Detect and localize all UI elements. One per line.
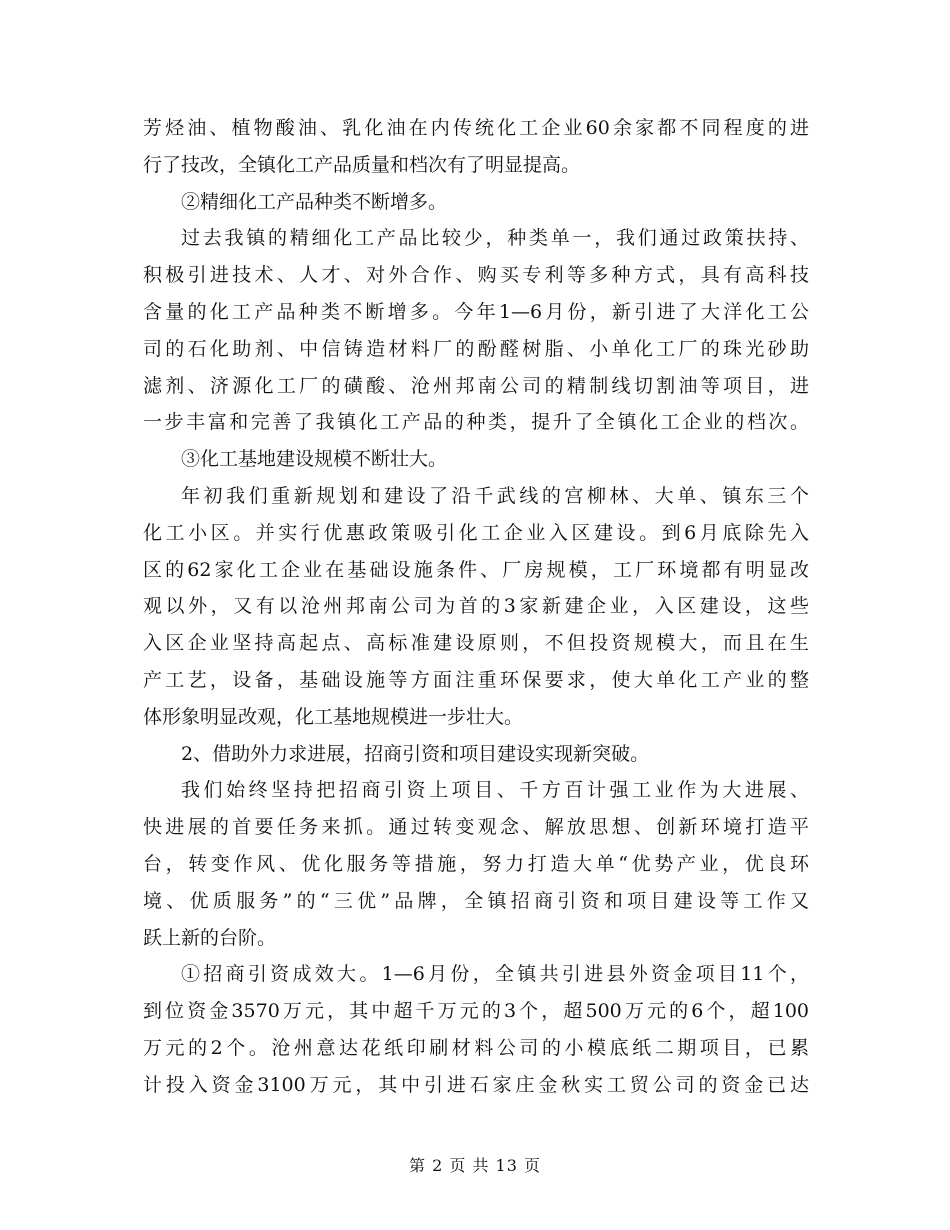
text-line: 区的62家化工企业在基础设施条件、厂房规模，工厂环境都有明显改	[143, 558, 809, 581]
text-line: 到位资金3570万元，其中超千万元的3个，超500万元的6个，超100	[143, 1000, 809, 1023]
sub-heading: ③化工基地建设规模不断壮大。	[181, 448, 448, 471]
text-line: 万元的2个。沧州意达花纸印刷材料公司的小模底纸二期项目，已累	[143, 1036, 809, 1059]
text-line: 跃上新的台阶。	[143, 926, 277, 949]
sub-heading: ②精细化工产品种类不断增多。	[181, 190, 448, 213]
text-line: 化工小区。并实行优惠政策吸引化工企业入区建设。到6月底除先入	[143, 521, 809, 544]
body-text	[143, 110, 809, 1104]
text-line: 快进展的首要任务来抓。通过转变观念、解放思想、创新环境打造平	[143, 816, 809, 839]
text-line: 观以外，又有以沧州邦南公司为首的3家新建企业，入区建设，这些	[143, 595, 809, 618]
text-line: 滤剂、济源化工厂的磺酸、沧州邦南公司的精制线切割油等项目，进	[143, 374, 809, 397]
text-line: 司的石化助剂、中信铸造材料厂的酚醛树脂、小单化工厂的珠光砂助	[143, 337, 809, 360]
section-heading: 2、借助外力求进展，招商引资和项目建设实现新突破。	[181, 742, 650, 765]
text-line: 台，转变作风、优化服务等措施，努力打造大单“优势产业，优良环	[143, 852, 809, 875]
text-line: ①招商引资成效大。1—6月份，全镇共引进县外资金项目11个，	[181, 963, 809, 986]
text-line: 芳烃油、植物酸油、乳化油在内传统化工企业60余家都不同程度的进	[143, 117, 809, 139]
text-line: 过去我镇的精细化工产品比较少，种类单一，我们通过政策扶持、	[181, 227, 809, 250]
text-line: 计投入资金3100万元，其中引进石家庄金秋实工贸公司的资金已达	[143, 1073, 809, 1096]
text-line: 体形象明显改观，化工基地规模进一步壮大。	[143, 705, 524, 728]
text-line: 行了技改，全镇化工产品质量和档次有了明显提高。	[143, 153, 581, 176]
text-line: 年初我们重新规划和建设了沿千武线的宫柳林、大单、镇东三个	[181, 484, 809, 507]
text-line: 入区企业坚持高起点、高标准建设原则，不但投资规模大，而且在生	[143, 632, 809, 655]
text-line: 产工艺，设备，基础设施等方面注重环保要求，使大单化工产业的整	[143, 668, 809, 691]
text-line: 境、优质服务”的“三优”品牌，全镇招商引资和项目建设等工作又	[143, 889, 809, 912]
page-number-footer: 第 2 页 共 13 页	[409, 1156, 541, 1175]
text-line: 我们始终坚持把招商引资上项目、千方百计强工业作为大进展、	[181, 779, 809, 802]
text-line: 积极引进技术、人才、对外合作、购买专利等多种方式，具有高科技	[143, 264, 809, 287]
text-line: 含量的化工产品种类不断增多。今年1—6月份，新引进了大洋化工公	[143, 300, 809, 323]
text-line: 一步丰富和完善了我镇化工产品的种类，提升了全镇化工企业的档次。	[143, 411, 809, 434]
